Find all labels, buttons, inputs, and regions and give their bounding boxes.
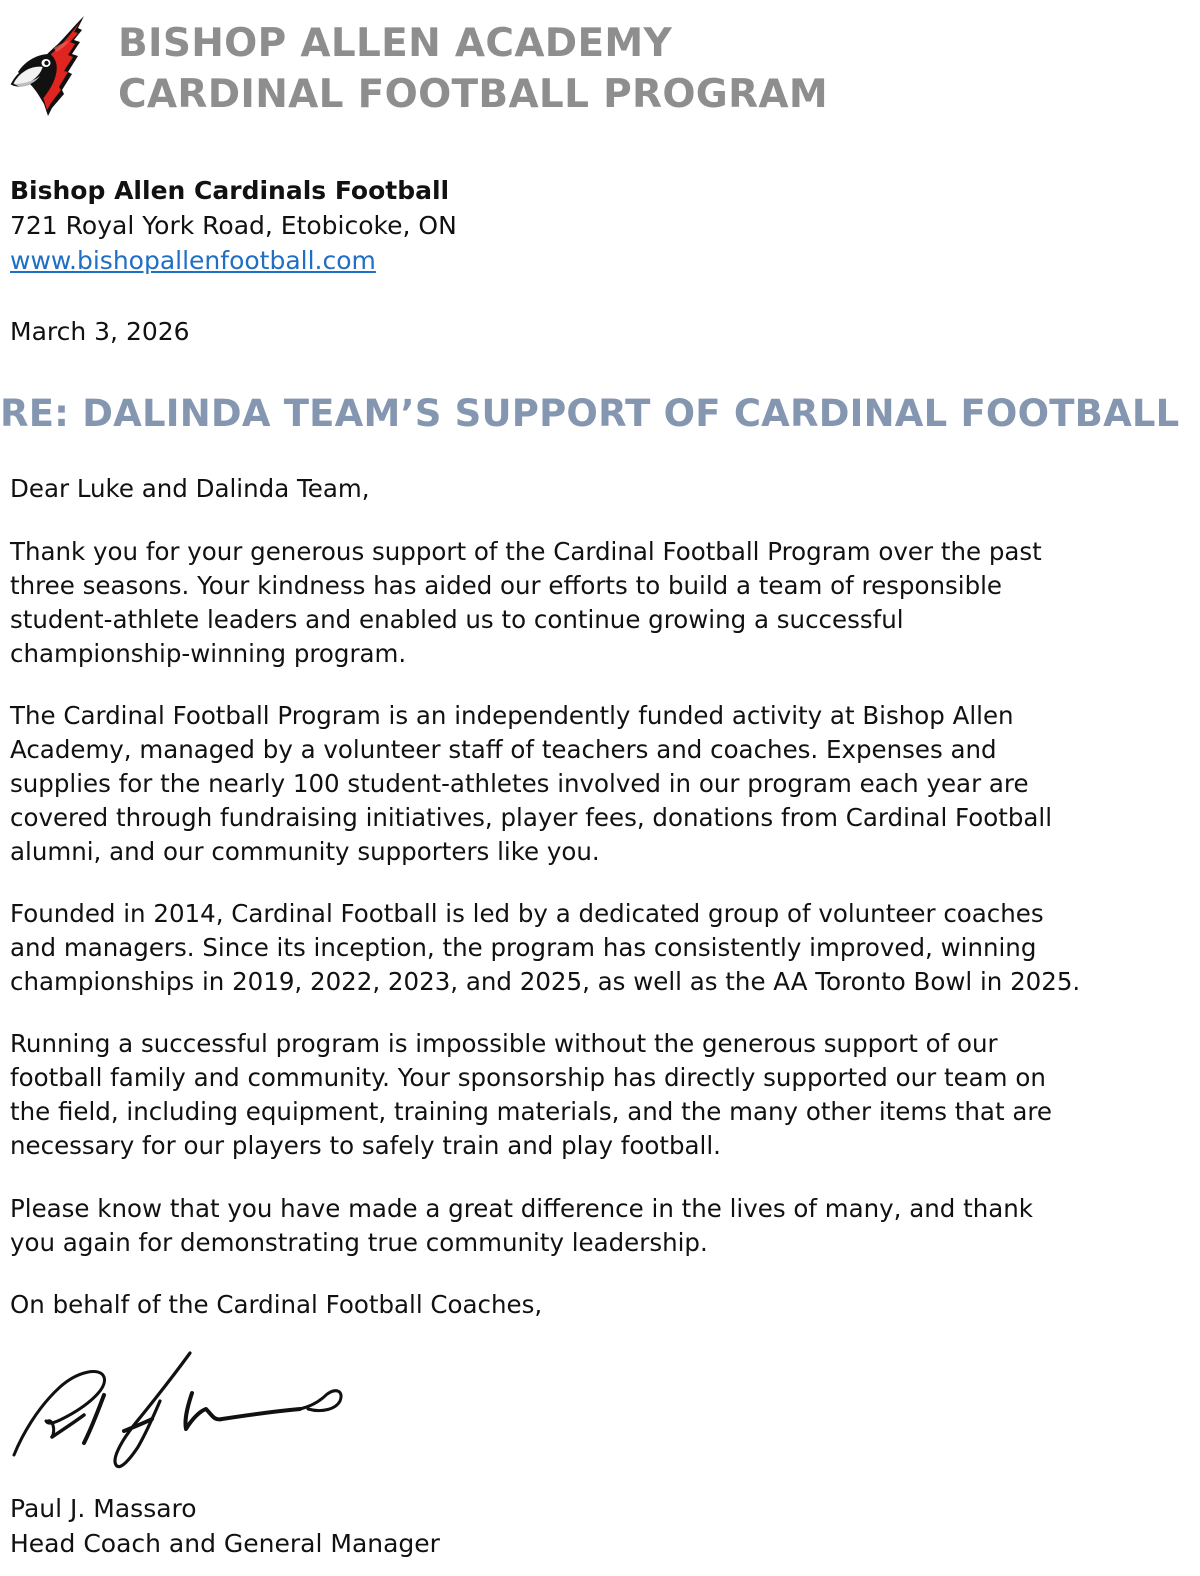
paragraph-3 xyxy=(10,897,1180,999)
paragraph-5 xyxy=(10,1192,1180,1260)
cardinal-logo-icon xyxy=(8,14,90,118)
paragraph-line: Founded in 2014, Cardinal Football is led by a dedicated group of volunteer coaches xyxy=(10,899,1044,928)
signer-block xyxy=(10,1491,440,1561)
letterhead xyxy=(8,14,828,120)
sender-block xyxy=(10,173,457,278)
paragraph-line: alumni, and our community supporters like you. xyxy=(10,837,600,866)
website-link[interactable]: www.bishopallenfootball.com xyxy=(10,246,376,275)
paragraph-line: Please know that you have made a great difference in the lives of many, and thank xyxy=(10,1194,1033,1223)
paragraph-line: championship-winning program. xyxy=(10,639,407,668)
paragraph-line: Academy, managed by a volunteer staff of teachers and coaches. Expenses and xyxy=(10,735,997,764)
paragraph-line: student-athlete leaders and enabled us to continue growing a successful xyxy=(10,605,904,634)
paragraph-line: and managers. Since its inception, the program has consistently improved, winning xyxy=(10,933,1037,962)
paragraph-line: three seasons. Your kindness has aided our efforts to build a team of responsible xyxy=(10,571,1002,600)
paragraph-line: the field, including equipment, training materials, and the many other items that are xyxy=(10,1097,1052,1126)
closing xyxy=(10,1288,1180,1322)
signature-icon xyxy=(8,1345,348,1475)
salutation xyxy=(10,472,1180,506)
paragraph-line: covered through fundraising initiatives, player fees, donations from Cardinal Football xyxy=(10,803,1053,832)
letterhead-title-line-1: BISHOP ALLEN ACADEMY xyxy=(118,21,673,66)
paragraph-line: necessary for our players to safely train and play football. xyxy=(10,1131,721,1160)
paragraph-line: Running a successful program is impossible without the generous support of our xyxy=(10,1029,998,1058)
sender-address: 721 Royal York Road, Etobicoke, ON xyxy=(10,211,457,240)
letter-date: March 3, 2026 xyxy=(10,317,190,346)
sender-org-name: Bishop Allen Cardinals Football xyxy=(10,176,450,205)
closing-text: On behalf of the Cardinal Football Coaches, xyxy=(10,1290,543,1319)
paragraph-line: The Cardinal Football Program is an independently funded activity at Bishop Allen xyxy=(10,701,1014,730)
paragraph-line: championships in 2019, 2022, 2023, and 2025, as well as the AA Toronto Bowl in 2025. xyxy=(10,967,1081,996)
letterhead-title xyxy=(118,18,828,120)
paragraph-line: you again for demonstrating true community leadership. xyxy=(10,1228,708,1257)
signer-title: Head Coach and General Manager xyxy=(10,1529,440,1558)
paragraph-2 xyxy=(10,699,1180,869)
paragraph-4 xyxy=(10,1027,1180,1163)
letterhead-title-line-2: CARDINAL FOOTBALL PROGRAM xyxy=(118,72,829,117)
subject-heading: RE: DALINDA TEAM’S SUPPORT OF CARDINAL FOOTBALL xyxy=(0,392,1180,435)
signer-name: Paul J. Massaro xyxy=(10,1494,197,1523)
paragraph-line: supplies for the nearly 100 student-athletes involved in our program each year are xyxy=(10,769,1029,798)
paragraph-line: football family and community. Your sponsorship has directly supported our team on xyxy=(10,1063,1046,1092)
paragraph-line: Thank you for your generous support of the Cardinal Football Program over the past xyxy=(10,537,1042,566)
salutation-text: Dear Luke and Dalinda Team, xyxy=(10,474,370,503)
paragraph-1 xyxy=(10,535,1180,671)
